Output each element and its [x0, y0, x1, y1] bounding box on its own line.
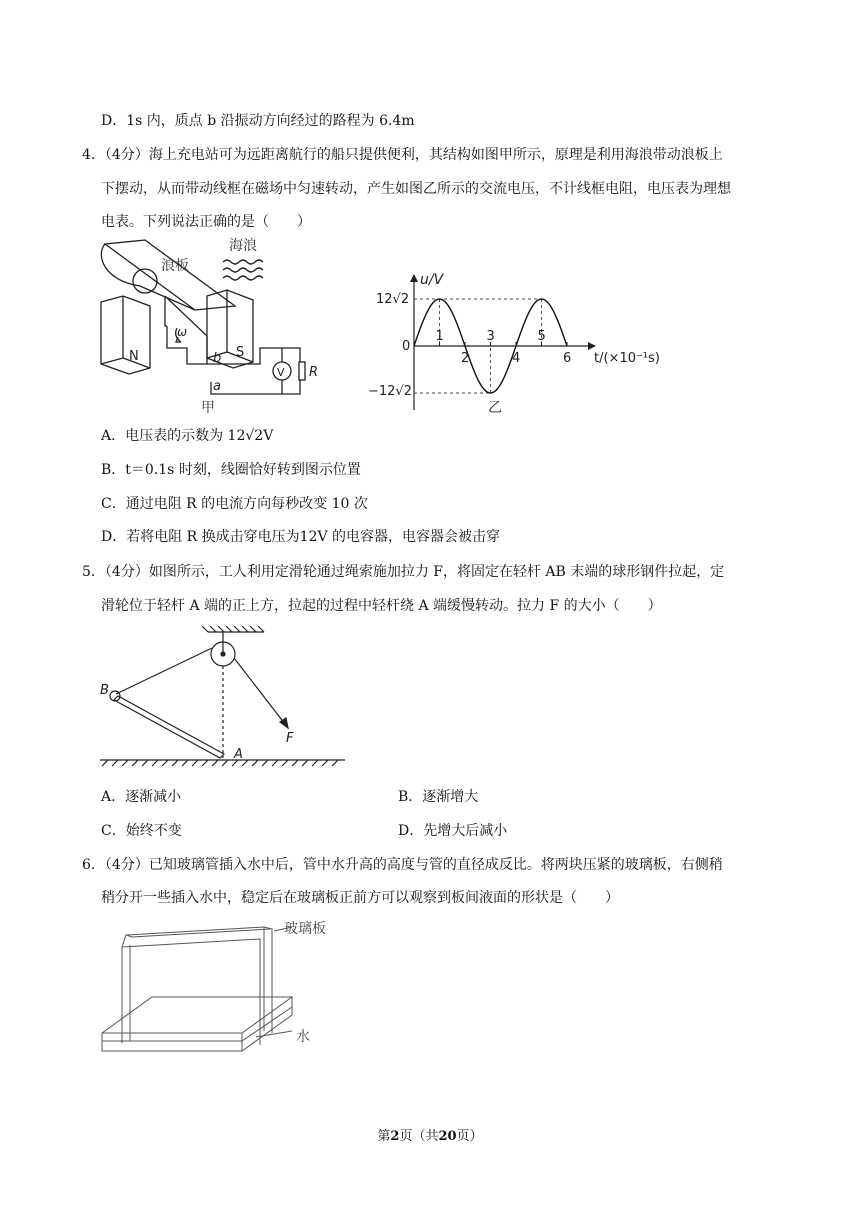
x-tick-label: 2	[461, 351, 470, 366]
label-omega: ω	[177, 325, 188, 339]
glass-plates-diagram	[96, 915, 346, 1065]
label-b: B	[100, 683, 109, 698]
x-tick-label: 6	[563, 351, 572, 366]
pulley-diagram	[100, 624, 350, 774]
x-tick-label: 4	[512, 351, 521, 366]
caption-jia: 甲	[201, 400, 215, 416]
q5-option-c: C．始终不变	[101, 823, 182, 839]
q5-stem-line2: 滑轮位于轻杆 A 端的正上方，拉起的过程中轻杆绕 A 端缓慢转动。拉力 F 的大小（ ）	[101, 598, 662, 614]
voltage-chart	[360, 268, 660, 418]
q4-option-d: D．若将电阻 R 换成击穿电压为12V 的电容器，电容器会被击穿	[101, 529, 501, 545]
y-bottom-label: −12√2	[368, 384, 412, 399]
label-wave: 海浪	[229, 238, 257, 254]
x-tick-label: 5	[537, 329, 546, 344]
y-top-label: 12√2	[376, 292, 410, 307]
y-axis-arrow	[410, 274, 418, 282]
q5-stem-line1: 5．（4分）如图所示，工人利用定滑轮通过绳索施加拉力 F，将固定在轻杆 AB 末端的球形钢件拉起，定	[82, 564, 725, 580]
x-axis-arrow	[588, 342, 596, 350]
label-voltmeter: V	[277, 366, 285, 379]
footer-suffix: 页）	[456, 1129, 483, 1144]
label-a: A	[234, 747, 243, 762]
footer-page: 2	[390, 1129, 400, 1144]
label-board: 浪板	[161, 258, 189, 274]
q4-option-b: B．t＝0.1s 时刻，线圈恰好转到图示位置	[101, 462, 361, 478]
q3-option-d: D．1s 内，质点 b 沿振动方向经过的路程为 6.4m	[101, 113, 415, 129]
label-f: F	[286, 731, 294, 746]
caption-yi: 乙	[488, 400, 502, 416]
footer-prefix: 第	[377, 1129, 391, 1144]
origin-label: 0	[402, 339, 411, 354]
x-tick-label: 3	[486, 329, 495, 344]
q5-option-b: B．逐渐增大	[398, 789, 479, 805]
generator-diagram	[95, 236, 335, 416]
q4-option-c: C．通过电阻 R 的电流方向每秒改变 10 次	[101, 496, 368, 512]
q5-option-a: A．逐渐减小	[101, 789, 182, 805]
x-tick-label: 1	[435, 329, 444, 344]
q6-stem-line1: 6．（4分）已知玻璃管插入水中后，管中水升高的高度与管的直径成反比。将两块压紧的玻璃板，右侧稍	[82, 857, 723, 873]
page-footer	[0, 1125, 860, 1144]
q4-stem-line1: 4．（4分）海上充电站可为远距离航行的船只提供便利，其结构如图甲所示，原理是利用海浪带动浪板上	[82, 147, 723, 163]
q4-stem-line2: 下摆动，从而带动线框在磁场中匀速转动，产生如图乙所示的交流电压，不计线框电阻，电压表为理想	[101, 181, 731, 197]
label-n: N	[129, 349, 139, 364]
label-water: 水	[296, 1029, 310, 1045]
label-s: S	[236, 345, 245, 360]
footer-mid: 页（共	[399, 1129, 439, 1144]
label-r: R	[309, 365, 319, 380]
q6-stem-line2: 稍分开一些插入水中，稳定后在玻璃板正前方可以观察到板间液面的形状是（ ）	[101, 890, 619, 906]
x-axis-label: t/(×10⁻¹s)	[594, 351, 660, 366]
q4-option-a: A．电压表的示数为 12√2V	[101, 428, 274, 444]
label-a: a	[213, 379, 221, 394]
q5-option-d: D．先增大后减小	[398, 823, 508, 839]
footer-total: 20	[438, 1129, 457, 1144]
label-b: b	[213, 351, 222, 366]
q4-stem-line3: 电表。下列说法正确的是（ ）	[101, 214, 311, 230]
label-glass: 玻璃板	[284, 921, 326, 937]
y-axis-label: u/V	[420, 272, 444, 288]
